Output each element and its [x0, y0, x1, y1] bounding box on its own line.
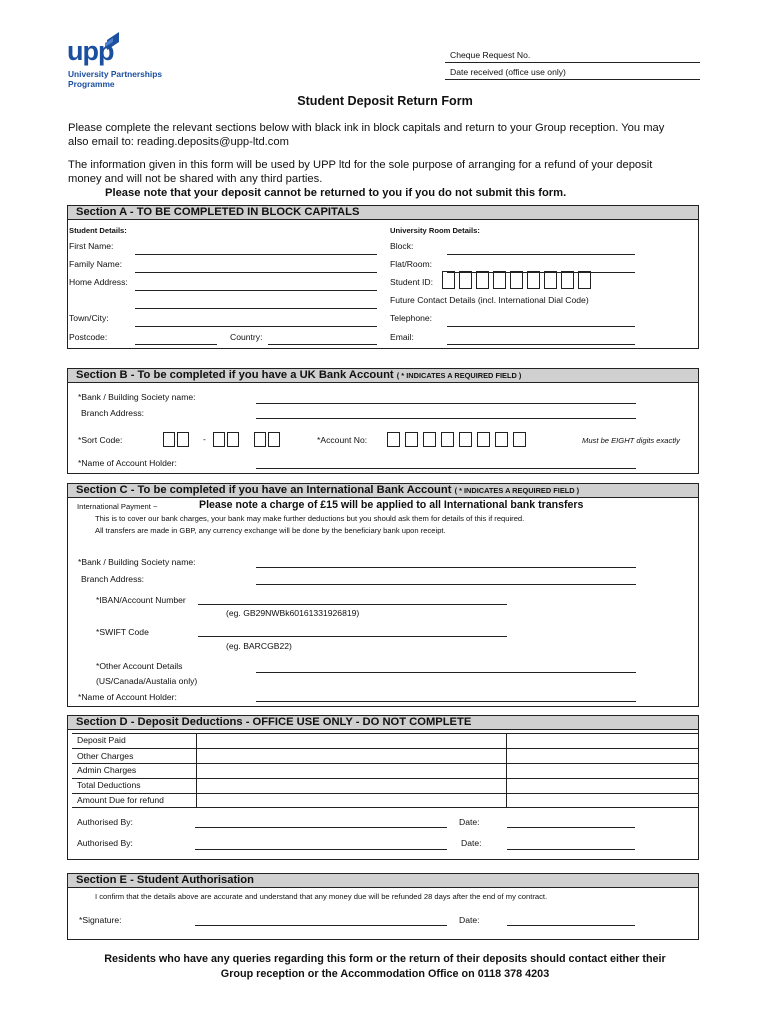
town-city-label: Town/City:: [69, 313, 109, 323]
section-e-header: Section E - Student Authorisation: [67, 873, 699, 888]
deduction-row-label: Amount Due for refund: [77, 795, 164, 805]
signature-date-field[interactable]: [507, 925, 635, 926]
cheque-request-label: Cheque Request No.: [450, 50, 531, 60]
page-title: Student Deposit Return Form: [297, 94, 473, 108]
student-id-boxes[interactable]: [442, 271, 598, 289]
logo-name-line2: Programme: [68, 79, 115, 89]
home-address-label: Home Address:: [69, 277, 128, 287]
iban-example: (eg. GB29NWBk60161331926819): [226, 608, 360, 618]
iban-field[interactable]: [198, 604, 507, 605]
section-b-title: Section B - To be completed if you have a UK Bank Account: [76, 369, 394, 381]
authorised-by-field-2[interactable]: [195, 849, 447, 850]
c-branch-label: Branch Address:: [81, 574, 145, 584]
c-bank-name-label: *Bank / Building Society name:: [78, 557, 196, 567]
confirmation-text: I confirm that the details above are accurate and understand that any money due will be refunded 28 days after the end of my contract.: [95, 892, 548, 901]
room-details-label: University Room Details:: [390, 226, 480, 235]
date-received-line: [445, 79, 700, 80]
home-address-field-2[interactable]: [135, 308, 377, 309]
account-no-label: *Account No:: [317, 435, 368, 445]
signature-date-label: Date:: [459, 915, 480, 925]
logo: [67, 32, 167, 92]
account-no-boxes[interactable]: [387, 432, 539, 447]
other-account-label: *Other Account Details: [96, 661, 183, 671]
swift-example: (eg. BARCGB22): [226, 641, 292, 651]
email-label: Email:: [390, 332, 414, 342]
postcode-field[interactable]: [135, 344, 217, 345]
logo-name-line1: University Partnerships: [68, 69, 163, 79]
section-a-header: Section A - TO BE COMPLETED IN BLOCK CAPITALS: [67, 205, 699, 220]
sort-code-label: *Sort Code:: [78, 435, 123, 445]
c-branch-field[interactable]: [256, 584, 636, 585]
b-bank-name-field[interactable]: [256, 403, 636, 404]
authorised-by-label-1: Authorised By:: [77, 817, 133, 827]
b-bank-name-label: *Bank / Building Society name:: [78, 392, 196, 402]
first-name-label: First Name:: [69, 241, 114, 251]
b-branch-label: Branch Address:: [81, 408, 145, 418]
logo-mark: upp: [67, 36, 114, 66]
block-label: Block:: [390, 241, 414, 251]
deductions-table: [72, 733, 699, 807]
auth-date-label-1: Date:: [459, 817, 480, 827]
intl-cover-note: This is to cover our bank charges, your bank may make further deductions but you should ask them for details of this if required.: [95, 514, 525, 523]
future-contact-label: Future Contact Details (incl. International Dial Code): [390, 295, 589, 305]
intro-warning: Please note that your deposit cannot be returned to you if you do not submit this form.: [105, 187, 567, 199]
c-holder-label: *Name of Account Holder:: [78, 692, 177, 702]
telephone-field[interactable]: [447, 326, 635, 327]
other-account-field[interactable]: [256, 672, 636, 673]
intro-p1a: Please complete the relevant sections below with black ink in block capitals and return to your Group reception. You may: [68, 122, 665, 134]
first-name-field[interactable]: [135, 254, 377, 255]
section-c-required-note: ( * INDICATES A REQUIRED FIELD ): [454, 486, 580, 495]
student-id-label: Student ID:: [390, 277, 433, 287]
digits-note: Must be EIGHT digits exactly: [582, 436, 680, 445]
b-holder-field[interactable]: [256, 468, 636, 469]
swift-field[interactable]: [198, 636, 507, 637]
section-c-title: Section C - To be completed if you have an International Bank Account: [76, 484, 452, 496]
postcode-label: Postcode:: [69, 332, 108, 342]
email-field[interactable]: [447, 344, 635, 345]
date-received-label: Date received (office use only): [450, 67, 566, 77]
flat-room-label: Flat/Room:: [390, 259, 433, 269]
section-a-box: [67, 219, 699, 349]
b-holder-label: *Name of Account Holder:: [78, 458, 177, 468]
family-name-field[interactable]: [135, 272, 377, 273]
iban-label: *IBAN/Account Number: [96, 595, 186, 605]
country-field[interactable]: [268, 344, 377, 345]
authorised-by-field-1[interactable]: [195, 827, 447, 828]
auth-date-field-1[interactable]: [507, 827, 635, 828]
c-bank-name-field[interactable]: [256, 567, 636, 568]
b-branch-field[interactable]: [256, 418, 636, 419]
town-city-field[interactable]: [135, 326, 377, 327]
section-b-header: [67, 368, 699, 383]
sort-code-dash: -: [203, 434, 206, 444]
home-address-field-1[interactable]: [135, 290, 377, 291]
family-name-label: Family Name:: [69, 259, 123, 269]
intl-gbp-note: All transfers are made in GBP, any currency exchange will be done by the beneficiary bank upon receipt.: [95, 526, 446, 535]
footer-line-1: Residents who have any queries regarding this form or the return of their deposits should contact either their: [104, 953, 666, 965]
section-b-required-note: ( * INDICATES A REQUIRED FIELD ): [396, 371, 522, 380]
section-c-header: [67, 483, 699, 498]
deduction-row-label: Admin Charges: [77, 765, 137, 775]
authorised-by-label-2: Authorised By:: [77, 838, 133, 848]
country-label: Country:: [230, 332, 263, 342]
intro-p2b: money and will not be shared with any third parties.: [68, 173, 323, 185]
student-details-label: Student Details:: [69, 226, 127, 235]
intro-p2a: The information given in this form will be used by UPP ltd for the sole purpose of arranging for a refund of your deposit: [68, 159, 653, 171]
swift-label: *SWIFT Code: [96, 627, 149, 637]
other-account-example: (US/Canada/Austalia only): [96, 676, 198, 686]
telephone-label: Telephone:: [390, 313, 433, 323]
signature-field[interactable]: [195, 925, 447, 926]
deduction-row-label: Other Charges: [77, 751, 134, 761]
cheque-request-line: [445, 62, 700, 63]
deduction-row-label: Total Deductions: [77, 780, 141, 790]
signature-label: *Signature:: [79, 915, 122, 925]
footer-line-2: Group reception or the Accommodation Office on 0118 378 4203: [220, 968, 550, 980]
c-holder-field[interactable]: [256, 701, 636, 702]
deduction-row-label: Deposit Paid: [77, 735, 126, 745]
block-field[interactable]: [447, 254, 635, 255]
auth-date-field-2[interactable]: [507, 849, 635, 850]
auth-date-label-2: Date:: [461, 838, 482, 848]
section-d-header: Section D - Deposit Deductions - OFFICE USE ONLY - DO NOT COMPLETE: [67, 715, 699, 730]
intl-charge-note: Please note a charge of £15 will be applied to all International bank transfers: [199, 499, 584, 511]
intl-payment-label: International Payment ~: [77, 502, 158, 511]
intro-p1b: also email to: reading.deposits@upp-ltd.com: [68, 136, 289, 148]
sort-code-boxes[interactable]: [163, 432, 293, 447]
